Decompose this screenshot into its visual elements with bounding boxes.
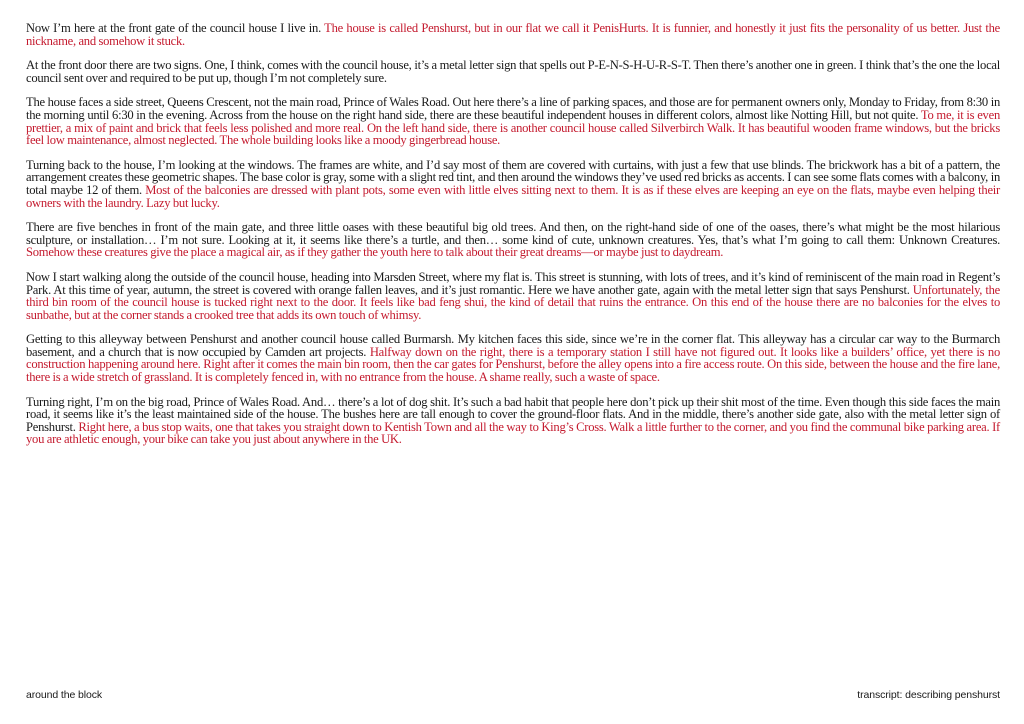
paragraph-side-street xyxy=(26,96,1000,146)
paragraph-text: Now I start walking along the outside of the council house, heading into Marsden Street, where my flat is. This street is stunning, with lots of trees, and it’s kind of reminiscent of the main road in Regent’s Park. At this time of year, autumn, the street is covered with orange fallen leaves, and it’s just romantic. Here we have another gate, again with the metal letter sign that says Penshurst. xyxy=(26,269,1000,297)
paragraph-main-road xyxy=(26,396,1000,446)
paragraph-front-gate xyxy=(26,22,1000,47)
paragraph-front-door-signs xyxy=(26,59,1000,84)
paragraph-text: Turning right, I’m on the big road, Prince of Wales Road. And… there’s a lot of dog shit. It’s such a bad habit that people here don’t pick up their shit most of the time. Even though this side faces the main road, it seems like it’s the least maintained side of the house. The bushes here are tall enough to cover the ground-floor flats. And in the middle, there’s another side gate, also with the metal letter sign of Penshurst. xyxy=(26,394,1000,434)
paragraph-text: There are five benches in front of the main gate, and three little oases with these beautiful big old trees. And then, on the right-hand side of one of the oases, there’s what might be the most hilarious sculpture, or installation… I’m not sure. Looking at it, it seems like there’s a turtle, and then… some kind of cute, unknown creatures. Yes, that’s what I’m going to call them: Unknown Creatures. xyxy=(26,220,1000,247)
paragraph-highlight: To me, it is even prettier, a mix of paint and brick that feels less polished and more real. On the left hand side, there is another council house called Silverbirch Walk. It has beautiful wooden frame windows, but the bricks feel low maintenance, almost neglected. The whole building looks like a moody gingerbread house. xyxy=(26,107,1000,148)
paragraph-marsden-street xyxy=(26,271,1000,321)
paragraph-text: Now I’m here at the front gate of the council house I live in. xyxy=(26,21,325,35)
paragraph-windows xyxy=(26,159,1000,209)
paragraph-highlight: Unfortunately, the third bin room of the council house is tucked right next to the door. It feels like bad feng shui, the kind of detail that ruins the entrance. On this end of the house there are no balconies for the elves to sunbathe, but at the corner stands a crooked tree that adds its own touch of whimsy. xyxy=(26,282,1000,322)
paragraph-highlight: Halfway down on the right, there is a temporary station I still have not figured out. It looks like a builders’ office, yet there is no construction happening around here. Right after it comes the main bin room, then the car gates for Penshurst, before the alley opens into a fire access route. On this side, between the house and the fire lane, there is a wide stretch of grassland. It is completely fenced in, with no entrance from the house. A shame really, such a waste of space. xyxy=(26,344,1000,385)
paragraph-highlight: Most of the balconies are dressed with plant pots, some even with little elves sitting next to them. It is as if these elves are keeping an eye on the flats, maybe even helping their owners with the laundry. Lazy but lucky. xyxy=(26,182,1000,210)
paragraph-text: Getting to this alleyway between Penshurst and another council house called Burmarsh. My kitchen faces this side, since we’re in the corner flat. This alleyway has a circular car way to the Burmarch basement, and a church that is now occupied by Camden art projects. xyxy=(26,332,1000,359)
paragraph-alleyway xyxy=(26,333,1000,383)
paragraph-highlight: Somehow these creatures give the place a magical air, as if they gather the youth here to talk about their great dreams—or maybe just to daydream. xyxy=(26,245,724,260)
paragraph-text: At the front door there are two signs. One, I think, comes with the council house, it’s a metal letter sign that spells out P-E-N-S-H-U-R-S-T. Then there’s another one in green. I think that’s the one the local council sent over and required to be put up, though I’m not completely sure. xyxy=(26,58,1000,85)
footer-title: around the block xyxy=(26,689,103,701)
paragraph-text: Turning back to the house, I’m looking at the windows. The frames are white, and I’d say most of them are covered with curtains, with just a few that use blinds. The brickwork has a bit of a pattern, the arrangement creates these geometric shapes. The base color is gray, some with a slight red tint, and then around the windows they’ve used red bricks as accents. I can see some flats comes with a balcony, in total maybe 12 of them. xyxy=(26,157,1000,197)
footer-subtitle: transcript: describing penshurst xyxy=(857,689,1000,701)
paragraph-text: The house faces a side street, Queens Crescent, not the main road, Prince of Wales Road. Out here there’s a line of parking spaces, and those are for permanent owners only, Monday to Friday, from 8:30 in the morning until 6:30 in the evening. Across from the house on the right hand side, there are these beautiful independent houses in different colors, almost like Notting Hill, but not quite. xyxy=(26,95,1000,122)
paragraph-benches xyxy=(26,221,1000,259)
paragraph-highlight: The house is called Penshurst, but in our flat we call it PenisHurts. It is funnier, and honestly it just fits the personality of us better. Just the nickname, and somehow it stuck. xyxy=(26,21,1000,48)
paragraph-highlight: Right here, a bus stop waits, one that takes you straight down to Kentish Town and all the way to King’s Cross. Walk a little further to the corner, and you find the communal bike parking area. If you are athletic enough, your bike can take you just about anywhere in the UK. xyxy=(26,419,1000,447)
transcript-document xyxy=(26,22,1000,458)
